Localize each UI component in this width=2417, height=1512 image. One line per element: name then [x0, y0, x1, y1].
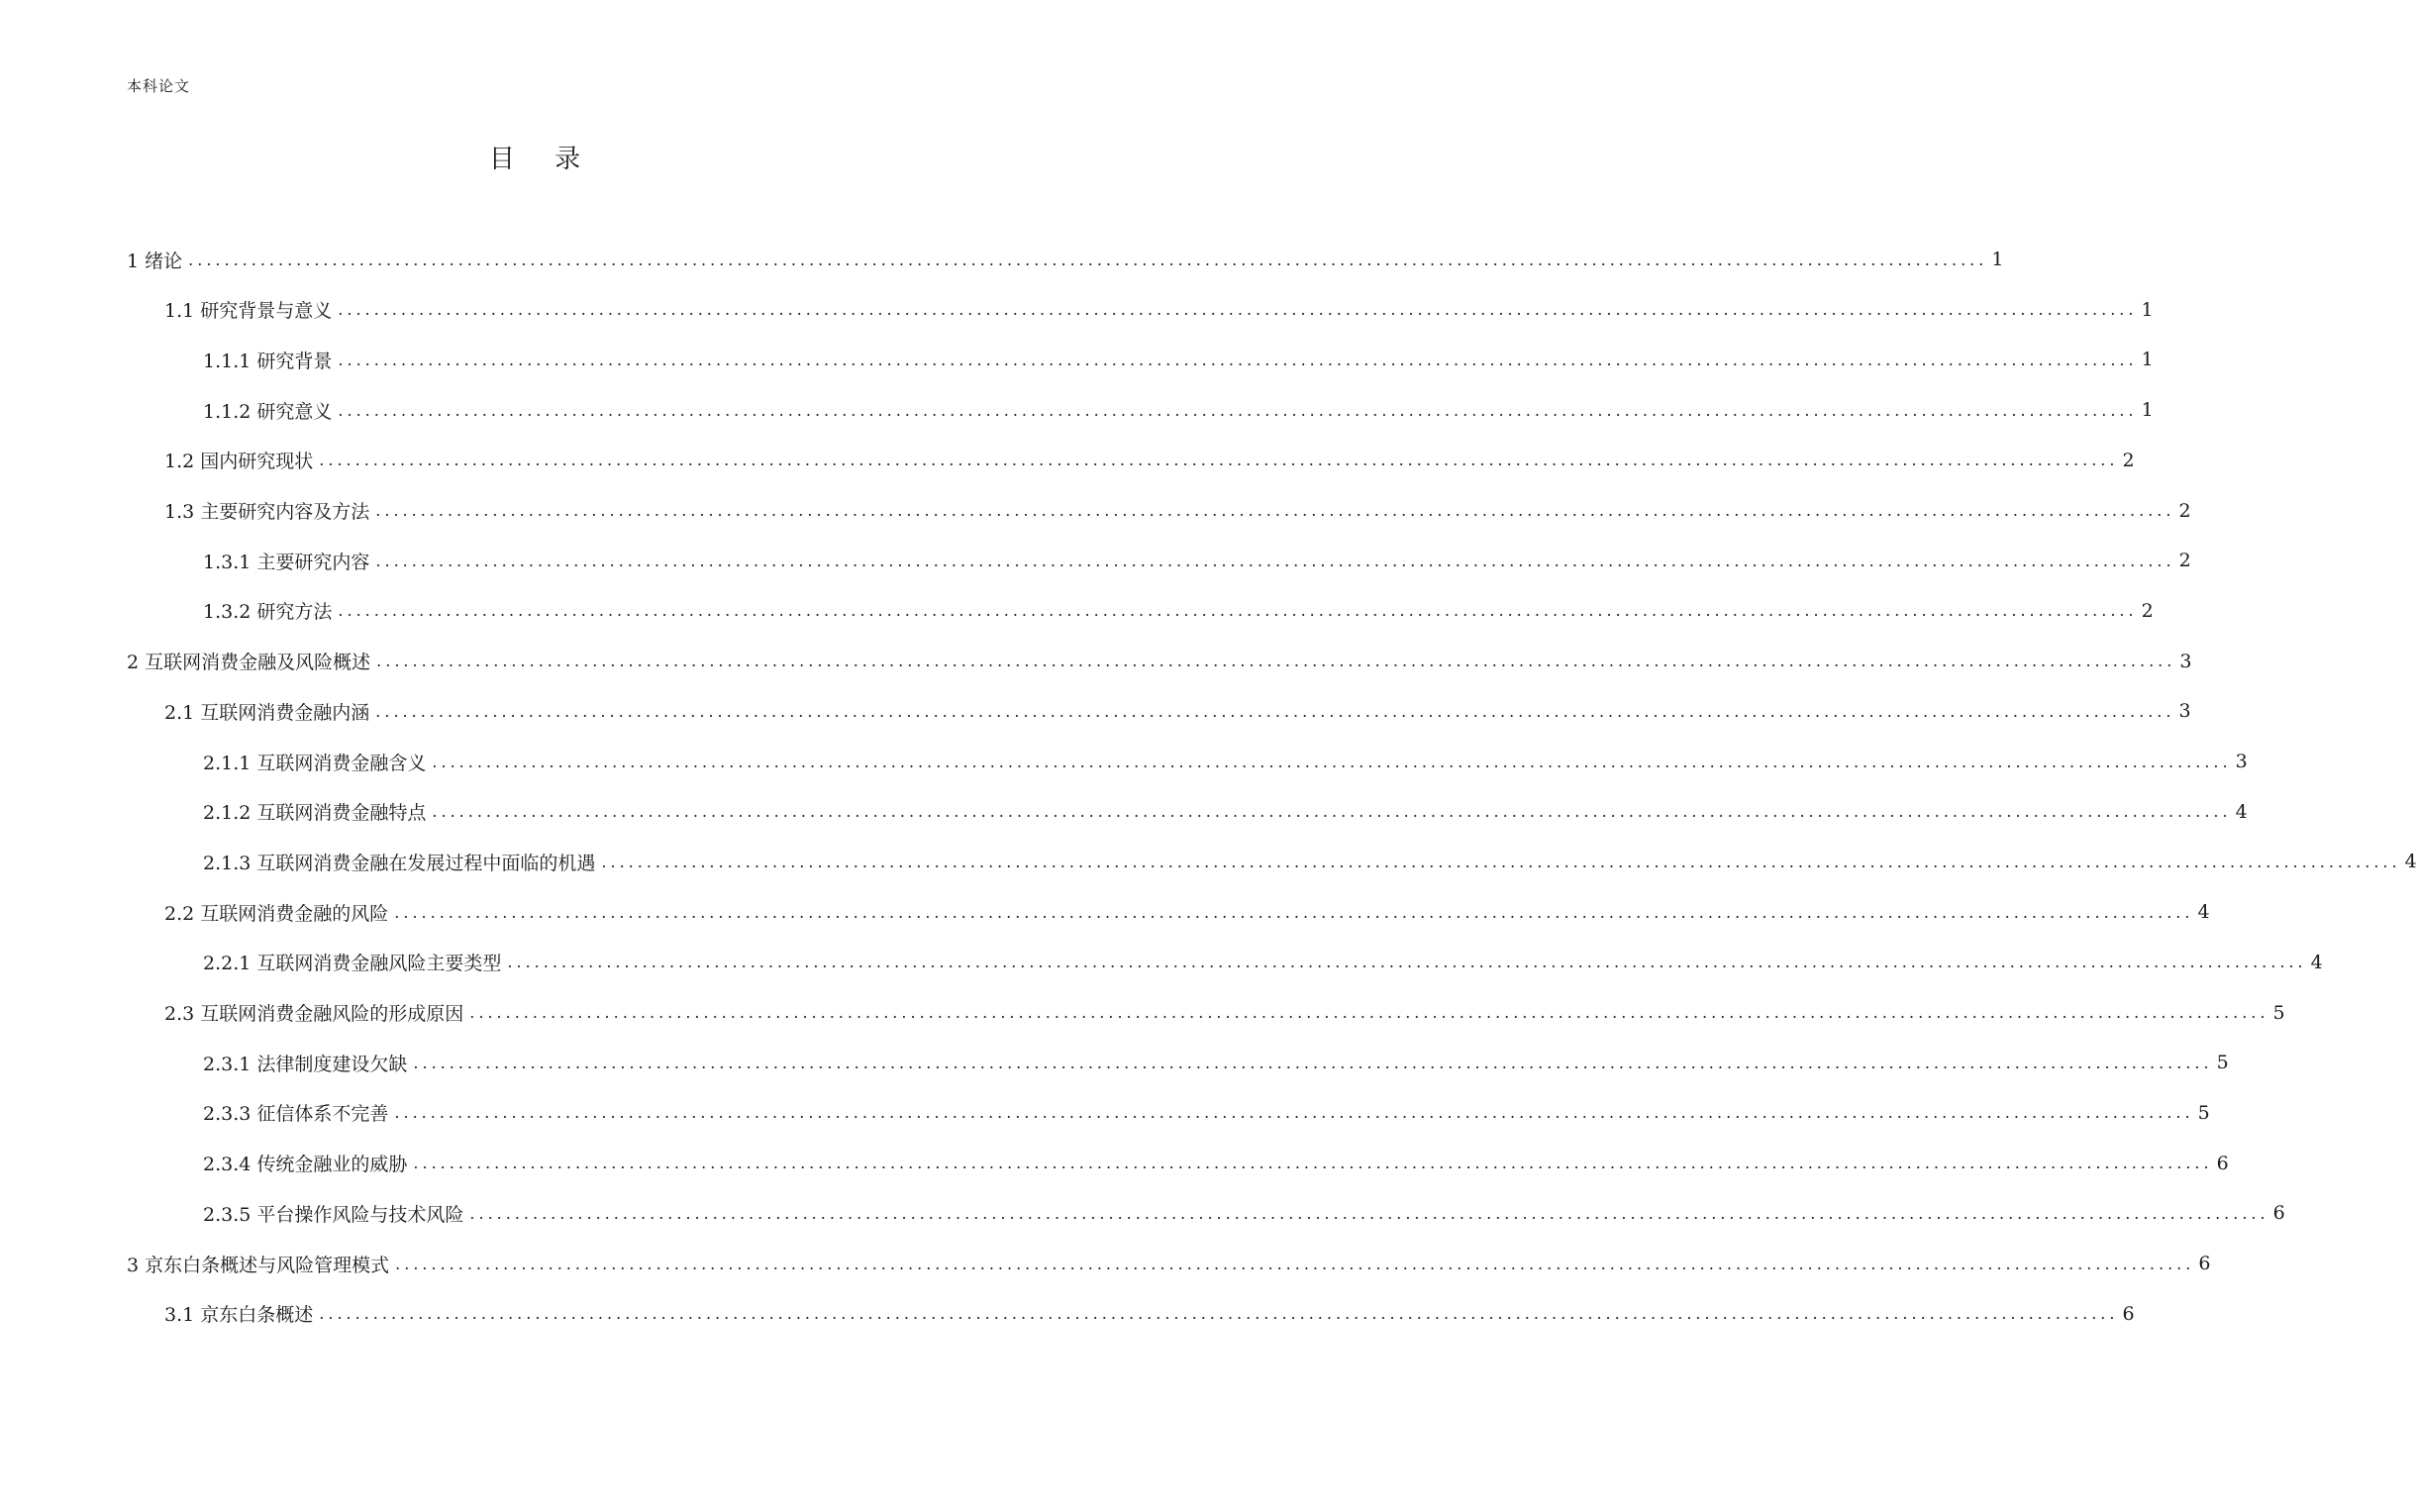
toc-entry-label: 1.1 研究背景与意义 — [164, 300, 333, 323]
toc-entry-page-number: 5 — [2197, 1101, 2210, 1124]
toc-entry-label: 1.3.1 主要研究内容 — [203, 551, 370, 573]
toc-entry[interactable] — [164, 496, 2191, 526]
toc-entry-page-number: 1 — [1991, 249, 2004, 270]
toc-entry[interactable] — [127, 1249, 2211, 1278]
toc-entry-label: 1.1.2 研究意义 — [203, 400, 333, 423]
toc-entry-label: 2.1 互联网消费金融内涵 — [164, 701, 370, 724]
toc-entry-page-number: 4 — [2235, 800, 2248, 823]
toc-entry-label: 2.3.4 传统金融业的威胁 — [203, 1154, 408, 1176]
toc-leader-dots: ........................................................................................................................................................................................................ — [376, 652, 2176, 671]
toc-entry[interactable] — [203, 395, 2154, 425]
toc-entry[interactable] — [164, 1299, 2135, 1329]
toc-entry-page-number: 6 — [2122, 1302, 2135, 1325]
toc-entry-page-number: 3 — [2178, 700, 2191, 723]
toc-leader-dots: ........................................................................................................................................................................................................ — [394, 902, 2194, 922]
toc-entry-page-number: 6 — [2198, 1253, 2211, 1274]
toc-entry-label: 3.1 京东白条概述 — [164, 1304, 314, 1327]
toc-leader-dots: ........................................................................................................................................................................................................ — [413, 1053, 2213, 1072]
toc-entry-label: 2.2.1 互联网消费金融风险主要类型 — [203, 953, 502, 975]
toc-entry-label: 2.3.3 征信体系不完善 — [203, 1103, 389, 1126]
toc-entry-page-number: 2 — [2178, 550, 2191, 572]
toc-entry-page-number: 4 — [2310, 951, 2323, 973]
toc-entry[interactable] — [164, 897, 2210, 927]
toc-entry-label: 1.3 主要研究内容及方法 — [164, 501, 370, 523]
toc-leader-dots: ........................................................................................................................................................................................................ — [375, 501, 2175, 520]
toc-entry-page-number: 3 — [2179, 650, 2192, 672]
toc-leader-dots: ........................................................................................................................................................................................................ — [338, 350, 2138, 369]
toc-entry-label: 2.3 互联网消费金融风险的形成原因 — [164, 1003, 464, 1025]
toc-entry-page-number: 1 — [2141, 298, 2154, 321]
toc-leader-dots: ........................................................................................................................................................................................................ — [188, 250, 1988, 269]
toc-leader-dots: ........................................................................................................................................................................................................ — [469, 1003, 2269, 1022]
toc-leader-dots: ........................................................................................................................................................................................................ — [319, 1304, 2119, 1324]
toc-entry-label: 2.3.1 法律制度建设欠缺 — [203, 1053, 408, 1075]
toc-leader-dots: ........................................................................................................................................................................................................ — [394, 1103, 2194, 1123]
toc-entry-page-number: 6 — [2216, 1152, 2229, 1174]
toc-entry-label: 2.1.2 互联网消费金融特点 — [203, 802, 427, 825]
toc-leader-dots: ........................................................................................................................................................................................................ — [375, 551, 2175, 570]
toc-leader-dots: ........................................................................................................................................................................................................ — [469, 1203, 2269, 1223]
toc-entry[interactable] — [203, 596, 2154, 626]
toc-entry-page-number: 3 — [2235, 751, 2248, 772]
toc-entry[interactable] — [203, 797, 2248, 827]
toc-entry-page-number: 4 — [2197, 901, 2210, 924]
toc-leader-dots: ........................................................................................................................................................................................................ — [432, 802, 2232, 822]
toc-leader-dots: ........................................................................................................................................................................................................ — [375, 701, 2175, 721]
toc-entry-page-number: 1 — [2141, 399, 2154, 422]
toc-leader-dots: ........................................................................................................................................................................................................ — [338, 300, 2138, 320]
toc-entry-label: 2.1.1 互联网消费金融含义 — [203, 752, 427, 774]
toc-leader-dots: ........................................................................................................................................................................................................ — [413, 1154, 2213, 1173]
toc-leader-dots: ........................................................................................................................................................................................................ — [319, 451, 2119, 470]
toc-entry[interactable] — [203, 948, 2323, 977]
toc-entry[interactable] — [203, 1048, 2229, 1077]
toc-entry-page-number: 2 — [2178, 499, 2191, 522]
toc-entry[interactable] — [203, 747, 2248, 776]
toc-entry[interactable] — [203, 345, 2154, 374]
toc-entry[interactable] — [127, 647, 2192, 676]
toc-entry[interactable] — [203, 1198, 2285, 1228]
toc-leader-dots: ........................................................................................................................................................................................................ — [338, 601, 2138, 621]
toc-leader-dots: ........................................................................................................................................................................................................ — [432, 752, 2232, 771]
toc-entry[interactable] — [203, 1149, 2229, 1178]
toc-entry[interactable] — [203, 1098, 2210, 1128]
toc-leader-dots: ........................................................................................................................................................................................................ — [601, 852, 2401, 871]
toc-entry-label: 2.3.5 平台操作风险与技术风险 — [203, 1203, 464, 1226]
toc-entry-page-number: 2 — [2122, 449, 2135, 471]
toc-entry[interactable] — [164, 295, 2154, 325]
toc-entry[interactable] — [203, 847, 2417, 876]
page-title: 目 录 — [488, 145, 597, 174]
toc-entry-page-number: 5 — [2216, 1052, 2229, 1074]
toc-entry-label: 1 绪论 — [127, 250, 183, 272]
toc-entry[interactable] — [203, 546, 2191, 575]
toc-entry-label: 1.2 国内研究现状 — [164, 451, 314, 473]
toc-entry-label: 1.3.2 研究方法 — [203, 601, 333, 624]
toc-entry-page-number: 6 — [2272, 1202, 2285, 1225]
toc-entry[interactable] — [164, 998, 2285, 1028]
toc-entry[interactable] — [164, 446, 2135, 475]
toc-leader-dots: ........................................................................................................................................................................................................ — [338, 400, 2138, 420]
toc-entry[interactable] — [127, 245, 2004, 274]
toc-entry-page-number: 1 — [2141, 349, 2154, 371]
toc-entry-page-number: 4 — [2404, 851, 2417, 873]
toc-leader-dots: ........................................................................................................................................................................................................ — [395, 1254, 2195, 1273]
document-header: 本科论文 — [127, 77, 191, 95]
toc-entry[interactable] — [164, 696, 2191, 726]
toc-entry-label: 3 京东白条概述与风险管理模式 — [127, 1254, 390, 1276]
toc-entry-label: 1.1.1 研究背景 — [203, 350, 333, 372]
toc-entry-page-number: 5 — [2272, 1001, 2285, 1024]
toc-entry-label: 2.2 互联网消费金融的风险 — [164, 902, 389, 925]
toc-entry-label: 2 互联网消费金融及风险概述 — [127, 652, 371, 674]
toc-entry-page-number: 2 — [2141, 599, 2154, 622]
toc-entry-label: 2.1.3 互联网消费金融在发展过程中面临的机遇 — [203, 852, 596, 874]
toc-leader-dots: ........................................................................................................................................................................................................ — [507, 953, 2307, 972]
